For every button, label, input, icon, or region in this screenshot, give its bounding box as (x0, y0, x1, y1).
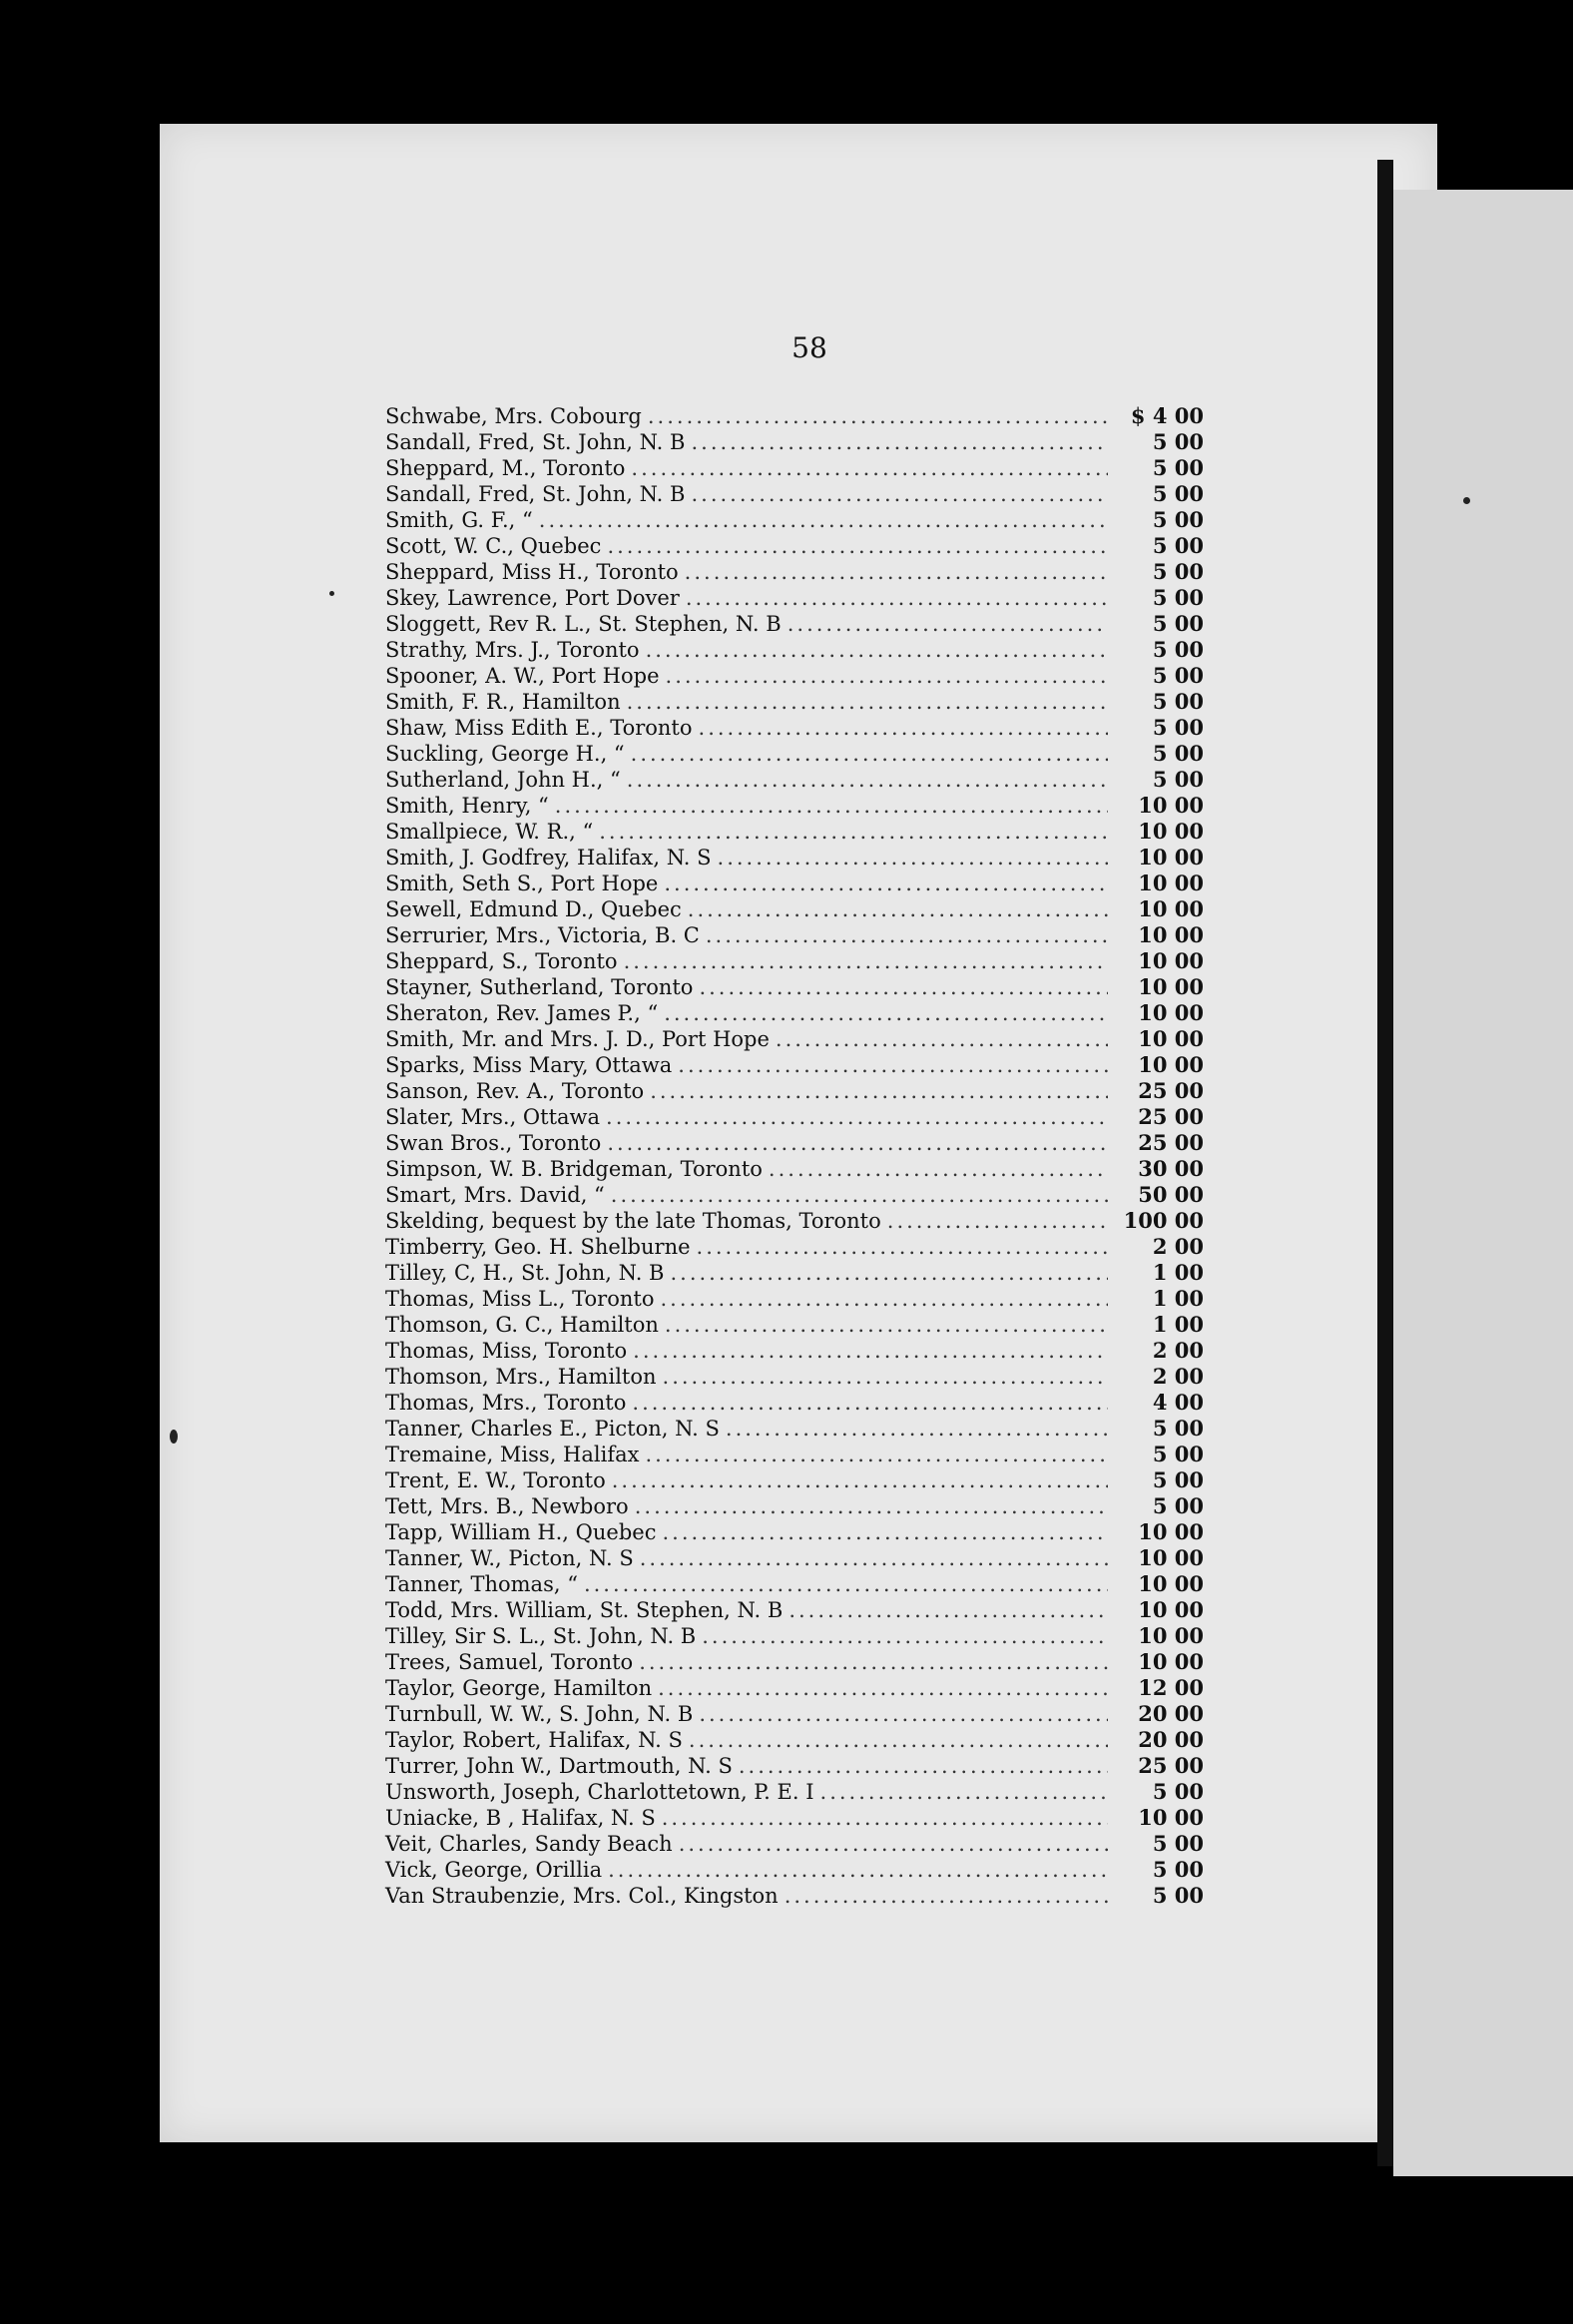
list-item (385, 1156, 1204, 1182)
donation-amount: 2 00 (1152, 1338, 1204, 1363)
dot-leader (555, 793, 1108, 819)
donation-amount: 50 00 (1138, 1182, 1204, 1207)
dot-leader (689, 1727, 1108, 1753)
dot-leader (612, 1467, 1108, 1493)
dot-leader (645, 1442, 1108, 1467)
donation-amount: 10 00 (1138, 1000, 1204, 1025)
donor-name: Uniacke, B , Halifax, N. S (385, 1806, 656, 1830)
donation-amount: 5 00 (1152, 637, 1204, 662)
list-item (385, 819, 1204, 845)
dot-leader (646, 637, 1108, 663)
list-item (385, 922, 1204, 948)
list-item (385, 637, 1204, 663)
list-item (385, 455, 1204, 481)
dot-leader (658, 1675, 1108, 1701)
list-item (385, 1597, 1204, 1623)
donation-amount: 2 00 (1152, 1234, 1204, 1259)
dot-leader (627, 689, 1108, 715)
donation-amount: 10 00 (1138, 1545, 1204, 1570)
donation-amount: 10 00 (1138, 1623, 1204, 1648)
list-item (385, 1364, 1204, 1390)
dot-leader (664, 871, 1108, 896)
dot-leader (688, 896, 1108, 922)
list-item (385, 1234, 1204, 1260)
donor-name: Smith, J. Godfrey, Halifax, N. S (385, 846, 712, 870)
list-item (385, 429, 1204, 455)
dot-leader (631, 741, 1108, 767)
donation-amount: 4 00 (1152, 1390, 1204, 1415)
page-gutter (1377, 160, 1393, 2166)
donation-amount: 5 00 (1152, 1416, 1204, 1441)
list-item (385, 611, 1204, 637)
dot-leader (662, 1805, 1108, 1831)
donation-amount: 10 00 (1138, 1649, 1204, 1674)
list-item (385, 1623, 1204, 1649)
donor-name: Van Straubenzie, Mrs. Col., Kingston (385, 1884, 779, 1908)
dot-leader (599, 819, 1108, 845)
donation-amount: 10 00 (1138, 1597, 1204, 1622)
donor-name: Schwabe, Mrs. Cobourg (385, 404, 642, 428)
donor-name: Veit, Charles, Sandy Beach (385, 1832, 673, 1856)
list-item (385, 1026, 1204, 1052)
donation-amount: 10 00 (1138, 922, 1204, 947)
dot-leader (820, 1779, 1108, 1805)
dot-leader (611, 1182, 1108, 1208)
subscription-list (385, 403, 1204, 1909)
donor-name: Tett, Mrs. B., Newboro (385, 1494, 629, 1518)
donor-name: Suckling, George H., “ (385, 742, 625, 766)
dot-leader (699, 715, 1108, 741)
donor-name: Sutherland, John H., “ (385, 768, 621, 792)
dot-leader (686, 585, 1108, 611)
list-item (385, 1416, 1204, 1442)
dot-leader (699, 974, 1108, 1000)
dot-leader (627, 767, 1108, 793)
donor-name: Skey, Lawrence, Port Dover (385, 586, 680, 610)
list-item (385, 1208, 1204, 1234)
donor-name: Thomas, Mrs., Toronto (385, 1391, 627, 1415)
donor-name: Tilley, C, H., St. John, N. B (385, 1261, 665, 1285)
dot-leader (664, 1000, 1108, 1026)
dot-leader (887, 1208, 1108, 1234)
list-item (385, 1493, 1204, 1519)
dot-leader (539, 507, 1108, 533)
donation-amount: 5 00 (1152, 1493, 1204, 1518)
dot-leader (726, 1416, 1108, 1442)
donation-amount: 2 00 (1152, 1364, 1204, 1389)
donation-amount: 25 00 (1138, 1753, 1204, 1778)
dot-leader (788, 1597, 1108, 1623)
donor-name: Serrurier, Mrs., Victoria, B. C (385, 923, 700, 947)
list-item (385, 533, 1204, 559)
donation-amount: 5 00 (1152, 689, 1204, 714)
donation-amount: 10 00 (1138, 845, 1204, 870)
list-item (385, 1000, 1204, 1026)
list-item (385, 1467, 1204, 1493)
dot-leader (679, 1831, 1108, 1857)
donor-name: Thomas, Miss, Toronto (385, 1339, 628, 1363)
dot-leader (706, 922, 1108, 948)
list-item (385, 1130, 1204, 1156)
donation-amount: 10 00 (1138, 974, 1204, 999)
page-number: 58 (791, 331, 827, 364)
donation-amount: 5 00 (1152, 481, 1204, 506)
list-item (385, 689, 1204, 715)
donor-name: Sheppard, S., Toronto (385, 949, 618, 973)
donor-name: Scott, W. C., Quebec (385, 534, 602, 558)
list-item (385, 1260, 1204, 1286)
list-item (385, 1545, 1204, 1571)
list-item (385, 663, 1204, 689)
donor-name: Smith, Mr. and Mrs. J. D., Port Hope (385, 1027, 770, 1051)
donation-amount: 5 00 (1152, 559, 1204, 584)
list-item (385, 1442, 1204, 1467)
donor-name: Timberry, Geo. H. Shelburne (385, 1235, 691, 1259)
donation-amount: 5 00 (1152, 455, 1204, 480)
dot-leader (665, 1312, 1108, 1338)
dot-leader (650, 1078, 1108, 1104)
donor-name: Tapp, William H., Quebec (385, 1520, 657, 1544)
donor-name: Tanner, Charles E., Picton, N. S (385, 1417, 720, 1441)
dot-leader (584, 1571, 1108, 1597)
donation-amount: 30 00 (1138, 1156, 1204, 1181)
list-item (385, 1519, 1204, 1545)
list-item (385, 871, 1204, 896)
list-item (385, 1805, 1204, 1831)
list-item (385, 767, 1204, 793)
donor-name: Taylor, Robert, Halifax, N. S (385, 1728, 683, 1752)
donor-name: Spooner, A. W., Port Hope (385, 664, 660, 688)
donor-name: Thomas, Miss L., Toronto (385, 1287, 655, 1311)
donor-name: Shaw, Miss Edith E., Toronto (385, 716, 693, 740)
donor-name: Turnbull, W. W., S. John, N. B (385, 1702, 694, 1726)
dot-leader (697, 1234, 1108, 1260)
donation-amount: 5 00 (1152, 429, 1204, 454)
donor-name: Sandall, Fred, St. John, N. B (385, 482, 686, 506)
ink-speck (329, 591, 334, 596)
donation-amount: 5 00 (1152, 507, 1204, 532)
donor-name: Smith, Henry, “ (385, 794, 549, 818)
donor-name: Tilley, Sir S. L., St. John, N. B (385, 1624, 697, 1648)
donation-amount: 10 00 (1138, 1026, 1204, 1051)
donation-amount: 5 00 (1152, 1857, 1204, 1882)
list-item (385, 974, 1204, 1000)
list-item (385, 1779, 1204, 1805)
donor-name: Sparks, Miss Mary, Ottawa (385, 1053, 673, 1077)
donation-amount: 5 00 (1152, 585, 1204, 610)
dot-leader (660, 1286, 1108, 1312)
dot-leader (606, 1104, 1108, 1130)
donation-amount: 10 00 (1138, 793, 1204, 818)
dot-leader (639, 1649, 1108, 1675)
donation-amount: 5 00 (1152, 767, 1204, 792)
list-item (385, 1727, 1204, 1753)
dot-leader (691, 481, 1108, 507)
dot-leader (648, 403, 1108, 429)
donation-amount: 10 00 (1138, 1571, 1204, 1596)
list-item (385, 1831, 1204, 1857)
list-item (385, 481, 1204, 507)
list-item (385, 1753, 1204, 1779)
donation-amount: 100 00 (1123, 1208, 1204, 1233)
donor-name: Tremaine, Miss, Halifax (385, 1443, 640, 1466)
list-item (385, 1701, 1204, 1727)
dot-leader (769, 1156, 1108, 1182)
donation-amount: 25 00 (1138, 1104, 1204, 1129)
donor-name: Simpson, W. B. Bridgeman, Toronto (385, 1157, 763, 1181)
list-item (385, 1883, 1204, 1909)
donor-name: Thomson, G. C., Hamilton (385, 1313, 659, 1337)
donation-amount: 10 00 (1138, 1519, 1204, 1544)
donation-amount: 5 00 (1152, 1442, 1204, 1466)
list-item (385, 1571, 1204, 1597)
list-item (385, 1312, 1204, 1338)
donation-amount: 5 00 (1152, 611, 1204, 636)
donor-name: Smith, G. F., “ (385, 508, 533, 532)
donor-name: Skelding, bequest by the late Thomas, Toronto (385, 1209, 881, 1233)
donation-amount: 10 00 (1138, 1805, 1204, 1830)
donation-amount: 5 00 (1152, 1779, 1204, 1804)
donation-amount: $ 4 00 (1130, 403, 1204, 428)
dot-leader (699, 1701, 1108, 1727)
donation-amount: 5 00 (1152, 1831, 1204, 1856)
donation-amount: 5 00 (1152, 1883, 1204, 1908)
donation-amount: 1 00 (1152, 1286, 1204, 1311)
dot-leader (718, 845, 1108, 871)
donation-amount: 5 00 (1152, 663, 1204, 688)
dot-leader (685, 559, 1108, 585)
dot-leader (670, 1260, 1108, 1286)
donor-name: Turrer, John W., Dartmouth, N. S (385, 1754, 733, 1778)
donation-amount: 10 00 (1138, 871, 1204, 895)
list-item (385, 1052, 1204, 1078)
donation-amount: 10 00 (1138, 948, 1204, 973)
list-item (385, 1675, 1204, 1701)
donation-amount: 10 00 (1138, 896, 1204, 921)
donor-name: Slater, Mrs., Ottawa (385, 1105, 601, 1129)
donor-name: Smith, F. R., Hamilton (385, 690, 621, 714)
donor-name: Smart, Mrs. David, “ (385, 1183, 605, 1207)
list-item (385, 715, 1204, 741)
dot-leader (785, 1883, 1108, 1909)
ink-speck (170, 1430, 178, 1444)
donation-amount: 20 00 (1138, 1701, 1204, 1726)
donation-amount: 20 00 (1138, 1727, 1204, 1752)
list-item (385, 845, 1204, 871)
donor-name: Smallpiece, W. R., “ (385, 820, 594, 844)
dot-leader (608, 1857, 1108, 1883)
dot-leader (633, 1338, 1108, 1364)
dot-leader (663, 1364, 1108, 1390)
dot-leader (739, 1753, 1108, 1779)
dot-leader (678, 1052, 1108, 1078)
dot-leader (662, 1519, 1108, 1545)
list-item (385, 403, 1204, 429)
list-item (385, 1078, 1204, 1104)
donor-name: Swan Bros., Toronto (385, 1131, 602, 1155)
donor-name: Sloggett, Rev R. L., St. Stephen, N. B (385, 612, 782, 636)
donor-name: Stayner, Sutherland, Toronto (385, 975, 694, 999)
list-item (385, 585, 1204, 611)
dot-leader (635, 1493, 1108, 1519)
donor-name: Smith, Seth S., Port Hope (385, 872, 659, 895)
dot-leader (691, 429, 1108, 455)
donor-name: Sandall, Fred, St. John, N. B (385, 430, 686, 454)
dot-leader (607, 1130, 1108, 1156)
dot-leader (631, 455, 1108, 481)
list-item (385, 1338, 1204, 1364)
list-item (385, 896, 1204, 922)
donor-name: Thomson, Mrs., Hamilton (385, 1365, 657, 1389)
donation-amount: 5 00 (1152, 1467, 1204, 1492)
list-item (385, 1649, 1204, 1675)
donor-name: Vick, George, Orillia (385, 1858, 603, 1882)
donor-name: Sewell, Edmund D., Quebec (385, 897, 682, 921)
list-item (385, 1182, 1204, 1208)
donation-amount: 1 00 (1152, 1312, 1204, 1337)
donor-name: Trent, E. W., Toronto (385, 1468, 606, 1492)
dot-leader (624, 948, 1108, 974)
donation-amount: 1 00 (1152, 1260, 1204, 1285)
donor-name: Sheppard, Miss H., Toronto (385, 560, 679, 584)
dot-leader (787, 611, 1108, 637)
dot-leader (776, 1026, 1108, 1052)
donor-name: Todd, Mrs. William, St. Stephen, N. B (385, 1598, 784, 1622)
donor-name: Sheppard, M., Toronto (385, 456, 626, 480)
dot-leader (640, 1545, 1108, 1571)
donation-amount: 5 00 (1152, 533, 1204, 558)
donor-name: Taylor, George, Hamilton (385, 1676, 653, 1700)
list-item (385, 741, 1204, 767)
facing-page-edge (1393, 190, 1573, 2176)
dot-leader (607, 533, 1108, 559)
donor-name: Sheraton, Rev. James P., “ (385, 1001, 659, 1025)
donor-name: Tanner, Thomas, “ (385, 1572, 578, 1596)
dot-leader (632, 1390, 1108, 1416)
list-item (385, 1286, 1204, 1312)
list-item (385, 1857, 1204, 1883)
donation-amount: 12 00 (1138, 1675, 1204, 1700)
list-item (385, 948, 1204, 974)
donation-amount: 5 00 (1152, 715, 1204, 740)
dot-leader (666, 663, 1108, 689)
donation-amount: 25 00 (1138, 1130, 1204, 1155)
donation-amount: 10 00 (1138, 1052, 1204, 1077)
donor-name: Unsworth, Joseph, Charlottetown, P. E. I (385, 1780, 814, 1804)
donor-name: Strathy, Mrs. J., Toronto (385, 638, 640, 662)
list-item (385, 507, 1204, 533)
dot-leader (702, 1623, 1108, 1649)
list-item (385, 559, 1204, 585)
list-item (385, 1104, 1204, 1130)
donation-amount: 5 00 (1152, 741, 1204, 766)
ink-speck (1463, 497, 1470, 504)
donation-amount: 25 00 (1138, 1078, 1204, 1103)
list-item (385, 793, 1204, 819)
list-item (385, 1390, 1204, 1416)
donation-amount: 10 00 (1138, 819, 1204, 844)
donor-name: Sanson, Rev. A., Toronto (385, 1079, 645, 1103)
donor-name: Tanner, W., Picton, N. S (385, 1546, 634, 1570)
donor-name: Trees, Samuel, Toronto (385, 1650, 634, 1674)
